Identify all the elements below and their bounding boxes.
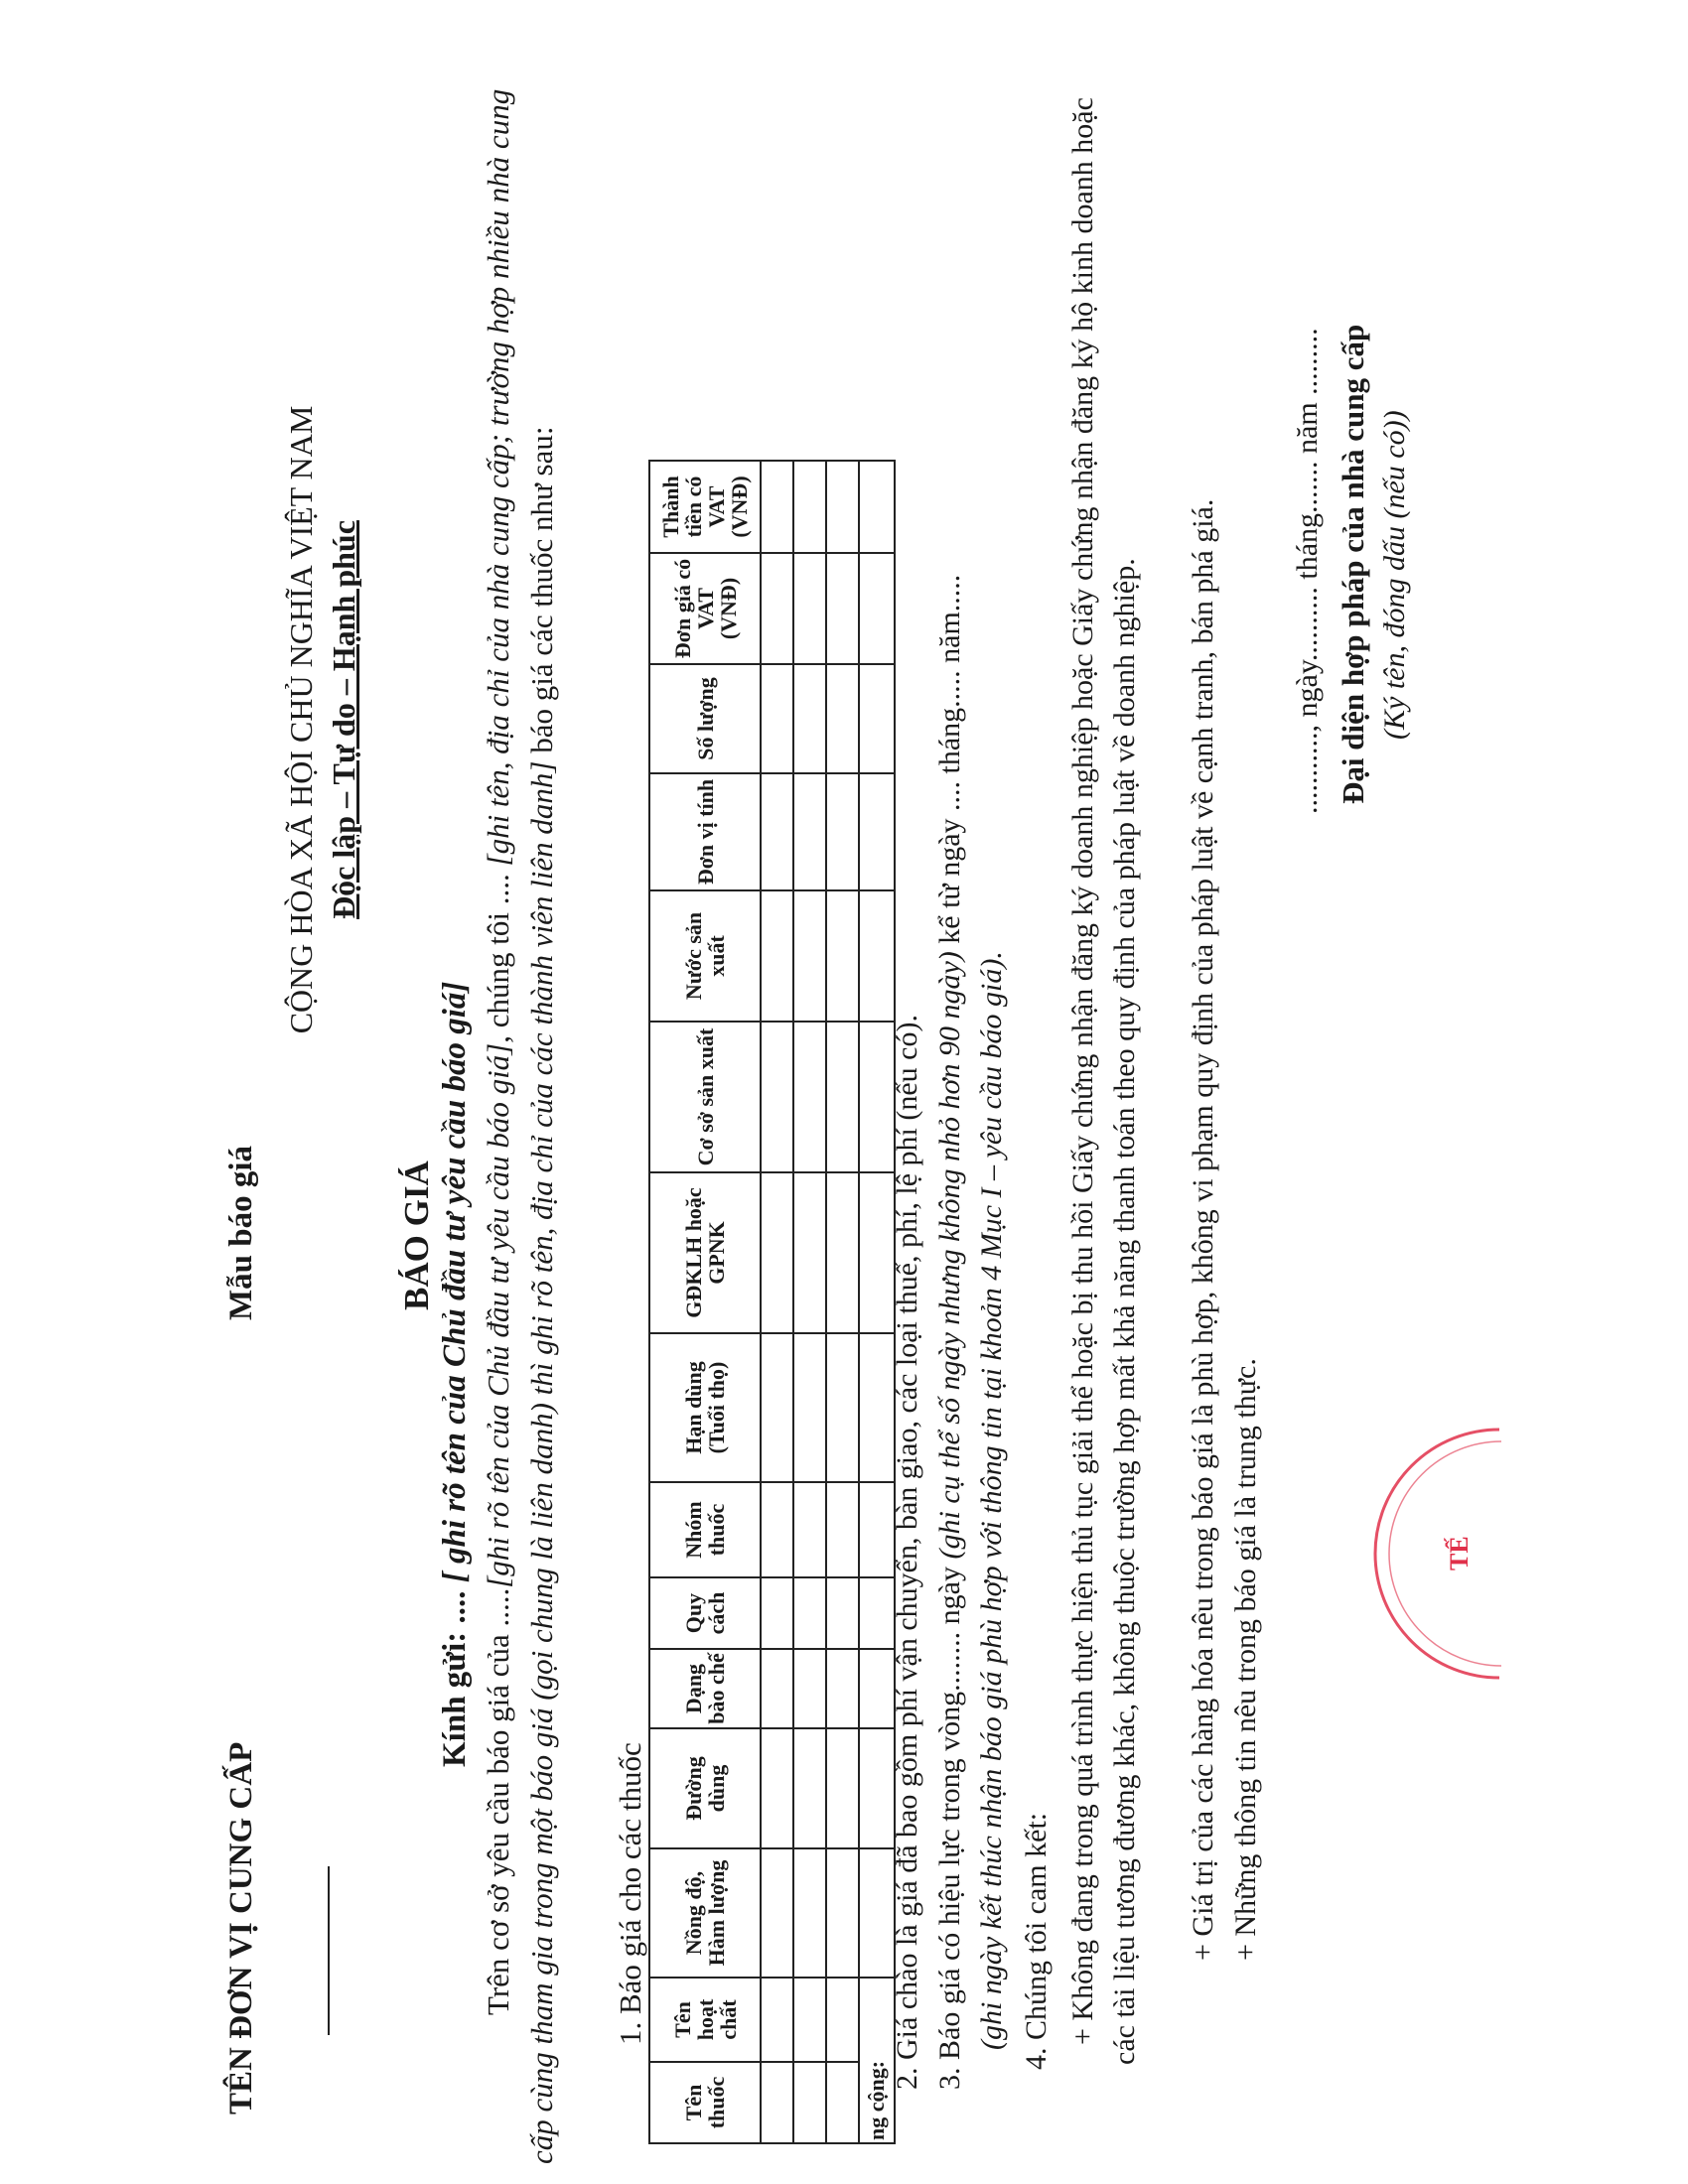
table-cell [793, 1482, 826, 1577]
col-header: Đơn giá có VAT (VNĐ) [649, 553, 761, 664]
table-cell [859, 1577, 895, 1649]
commitment-3: + Những thông tin nêu trong báo giá là trung thực. [1229, 1358, 1262, 1961]
col-header: Tên hoạt chất [649, 1978, 761, 2062]
col-header: Đường dùng [649, 1728, 761, 1848]
table-cell [793, 1978, 826, 2062]
table-cell [761, 890, 793, 1022]
form-name: Mẫu báo giá [223, 1145, 259, 1320]
red-stamp [1370, 1420, 1509, 1688]
table-cell [826, 461, 859, 553]
table-cell [826, 1978, 859, 2062]
supplier-name: TÊN ĐƠN VỊ CUNG CẤP [223, 1741, 259, 2115]
col-header: Quy cách [649, 1577, 761, 1649]
table-cell [761, 773, 793, 890]
table-header-row [649, 461, 761, 2143]
table-cell [761, 664, 793, 773]
table-cell [859, 1649, 895, 1728]
col-header: Hạn dùng (Tuổi thọ) [649, 1333, 761, 1482]
stamp-text: TẾ [1445, 1536, 1474, 1570]
item-4: 4. Chúng tôi cam kết: [1020, 1812, 1053, 2070]
table-cell [859, 1333, 895, 1482]
intro-part-1: Trên cơ sở yêu cầu báo giá của ..... [481, 1587, 515, 2015]
table-cell [793, 664, 826, 773]
intro-paragraph [477, 50, 564, 2164]
table-cell [793, 1333, 826, 1482]
motto-text: Độc lập – Tự do – Hạnh phúc [326, 520, 361, 919]
table-cell [826, 773, 859, 890]
table-cell [859, 664, 895, 773]
addressee-placeholder: [ ghi rõ tên của Chủ đầu tư yêu cầu báo giá] [437, 981, 473, 1583]
addressee-label: Kính gửi: .... [437, 1582, 473, 1767]
table-cell [859, 1022, 895, 1172]
table-cell [761, 1172, 793, 1333]
table-row [793, 461, 826, 2143]
col-header: Tên thuốc [649, 2062, 761, 2143]
table-row [761, 461, 793, 2143]
national-motto [326, 298, 362, 1142]
table-cell [859, 461, 895, 553]
table-cell [826, 890, 859, 1022]
table-cell [826, 1172, 859, 1333]
table-cell [793, 890, 826, 1022]
table-cell [761, 461, 793, 553]
table-cell [761, 1649, 793, 1728]
table-cell [761, 2062, 793, 2143]
item-3 [933, 575, 967, 2090]
item-2: 2. Giá chào là giá đã bao gồm phí vận chuyển, bàn giao, các loại thuế, phí, lệ phí (nếu có). [891, 1015, 923, 2090]
table-cell [826, 1848, 859, 1978]
table-cell [826, 1728, 859, 1848]
col-header: GĐKLH hoặc GPNK [649, 1172, 761, 1333]
col-header: Cơ sở sản xuất [649, 1022, 761, 1172]
signature-title: Đại diện hợp pháp của nhà cung cấp [1336, 324, 1370, 804]
table-cell [859, 1848, 895, 1978]
total-row [859, 461, 895, 2143]
section-1-heading: 1. Báo giá cho các thuốc [613, 1742, 647, 2045]
table-cell [793, 1172, 826, 1333]
table-cell [793, 1022, 826, 1172]
table-cell [859, 1728, 895, 1848]
table-body [761, 461, 895, 2143]
table-cell [826, 553, 859, 664]
col-header: Thành tiền có VAT (VNĐ) [649, 461, 761, 553]
table-cell [826, 1649, 859, 1728]
table-cell [826, 1022, 859, 1172]
intro-part-5: báo giá các thuốc như sau: [524, 426, 559, 761]
national-title: CỘNG HÒA XÃ HỘI CHỦ NGHĨA VIỆT NAM [283, 405, 319, 1034]
table-cell [761, 1728, 793, 1848]
signature-note: (Ký tên, đóng dấu (nếu có)) [1378, 410, 1411, 740]
price-table [648, 460, 896, 2144]
table-cell [793, 2062, 826, 2143]
table-cell [761, 1848, 793, 1978]
table-cell [859, 773, 895, 890]
table-cell [859, 1482, 895, 1577]
col-header: Dạng bào chế [649, 1649, 761, 1728]
intro-part-3: , chúng tôi .... [481, 866, 515, 1043]
total-label: ng cộng: [859, 1978, 895, 2143]
commitment-2: + Giá trị của các hàng hóa nêu trong báo giá là phù hợp, không vi phạm quy định của pháp luật về cạnh tranh, bán phá giá. [1187, 498, 1219, 1961]
table-cell [793, 1728, 826, 1848]
item-3-part-2: (ghi cụ thể số ngày nhưng không nhỏ hơn 90 ngày) [933, 951, 966, 1560]
table-cell [793, 1649, 826, 1728]
col-header: Nước sản xuất [649, 890, 761, 1022]
item-3-note: (ghi ngày kết thúc nhận báo giá phù hợp với thông tin tại khoản 4 Mục I – yêu cầu báo giá). [975, 951, 1008, 2050]
addressee-line [437, 982, 474, 1767]
table-cell [826, 2062, 859, 2143]
table-cell [826, 1577, 859, 1649]
signature-date: ..........., ngày.......... tháng....... năm ......... [1291, 328, 1324, 814]
col-header: Đơn vị tính [649, 773, 761, 890]
table-cell [859, 890, 895, 1022]
table-cell [793, 1848, 826, 1978]
intro-part-2: [ghi rõ tên của Chủ đầu tư yêu cầu báo giá] [481, 1042, 515, 1588]
table-cell [859, 553, 895, 664]
supplier-underline [328, 1866, 330, 2035]
col-header: Nồng độ, Hàm lượng [649, 1848, 761, 1978]
intro-part-4: [ghi tên, địa chỉ của nhà cung cấp; trường hợp nhiều nhà cung cấp cùng tham gia trong một báo giá (gọi chung là liên danh) thì ghi rõ tên, địa chỉ của các thành viên liên danh] [481, 88, 559, 2164]
table-cell [761, 553, 793, 664]
table-cell [859, 1172, 895, 1333]
col-header: Nhóm thuốc [649, 1482, 761, 1577]
table-cell [761, 1022, 793, 1172]
table-cell [761, 1577, 793, 1649]
item-3-part-3: kể từ ngày .... tháng..... năm..... [933, 574, 966, 952]
table-cell [826, 1482, 859, 1577]
table-cell [826, 664, 859, 773]
commitment-1: + Không đang trong quá trình thực hiện thủ tục giải thể hoặc bị thu hồi Giấy chứng nhận đăng ký doanh nghiệp hoặc Giấy chứng nhận đăng ký hộ kinh doanh hoặc các tài liệu tương đương khác, không thuộc trường hợp mất khả năng thanh toán theo quy định của pháp luật về doanh nghiệp. [1066, 97, 1141, 2065]
table-cell [793, 553, 826, 664]
table-cell [793, 773, 826, 890]
col-header: Số lượng [649, 664, 761, 773]
table-cell [761, 1482, 793, 1577]
table-cell [793, 461, 826, 553]
table-cell [761, 1333, 793, 1482]
table-cell [826, 1333, 859, 1482]
item-3-part-1: 3. Báo giá có hiệu lực trong vòng........ ngày [933, 1559, 966, 2090]
document-title: BÁO GIÁ [397, 1160, 436, 1310]
table-cell [793, 1577, 826, 1649]
table-cell [761, 1978, 793, 2062]
table-row [826, 461, 859, 2143]
